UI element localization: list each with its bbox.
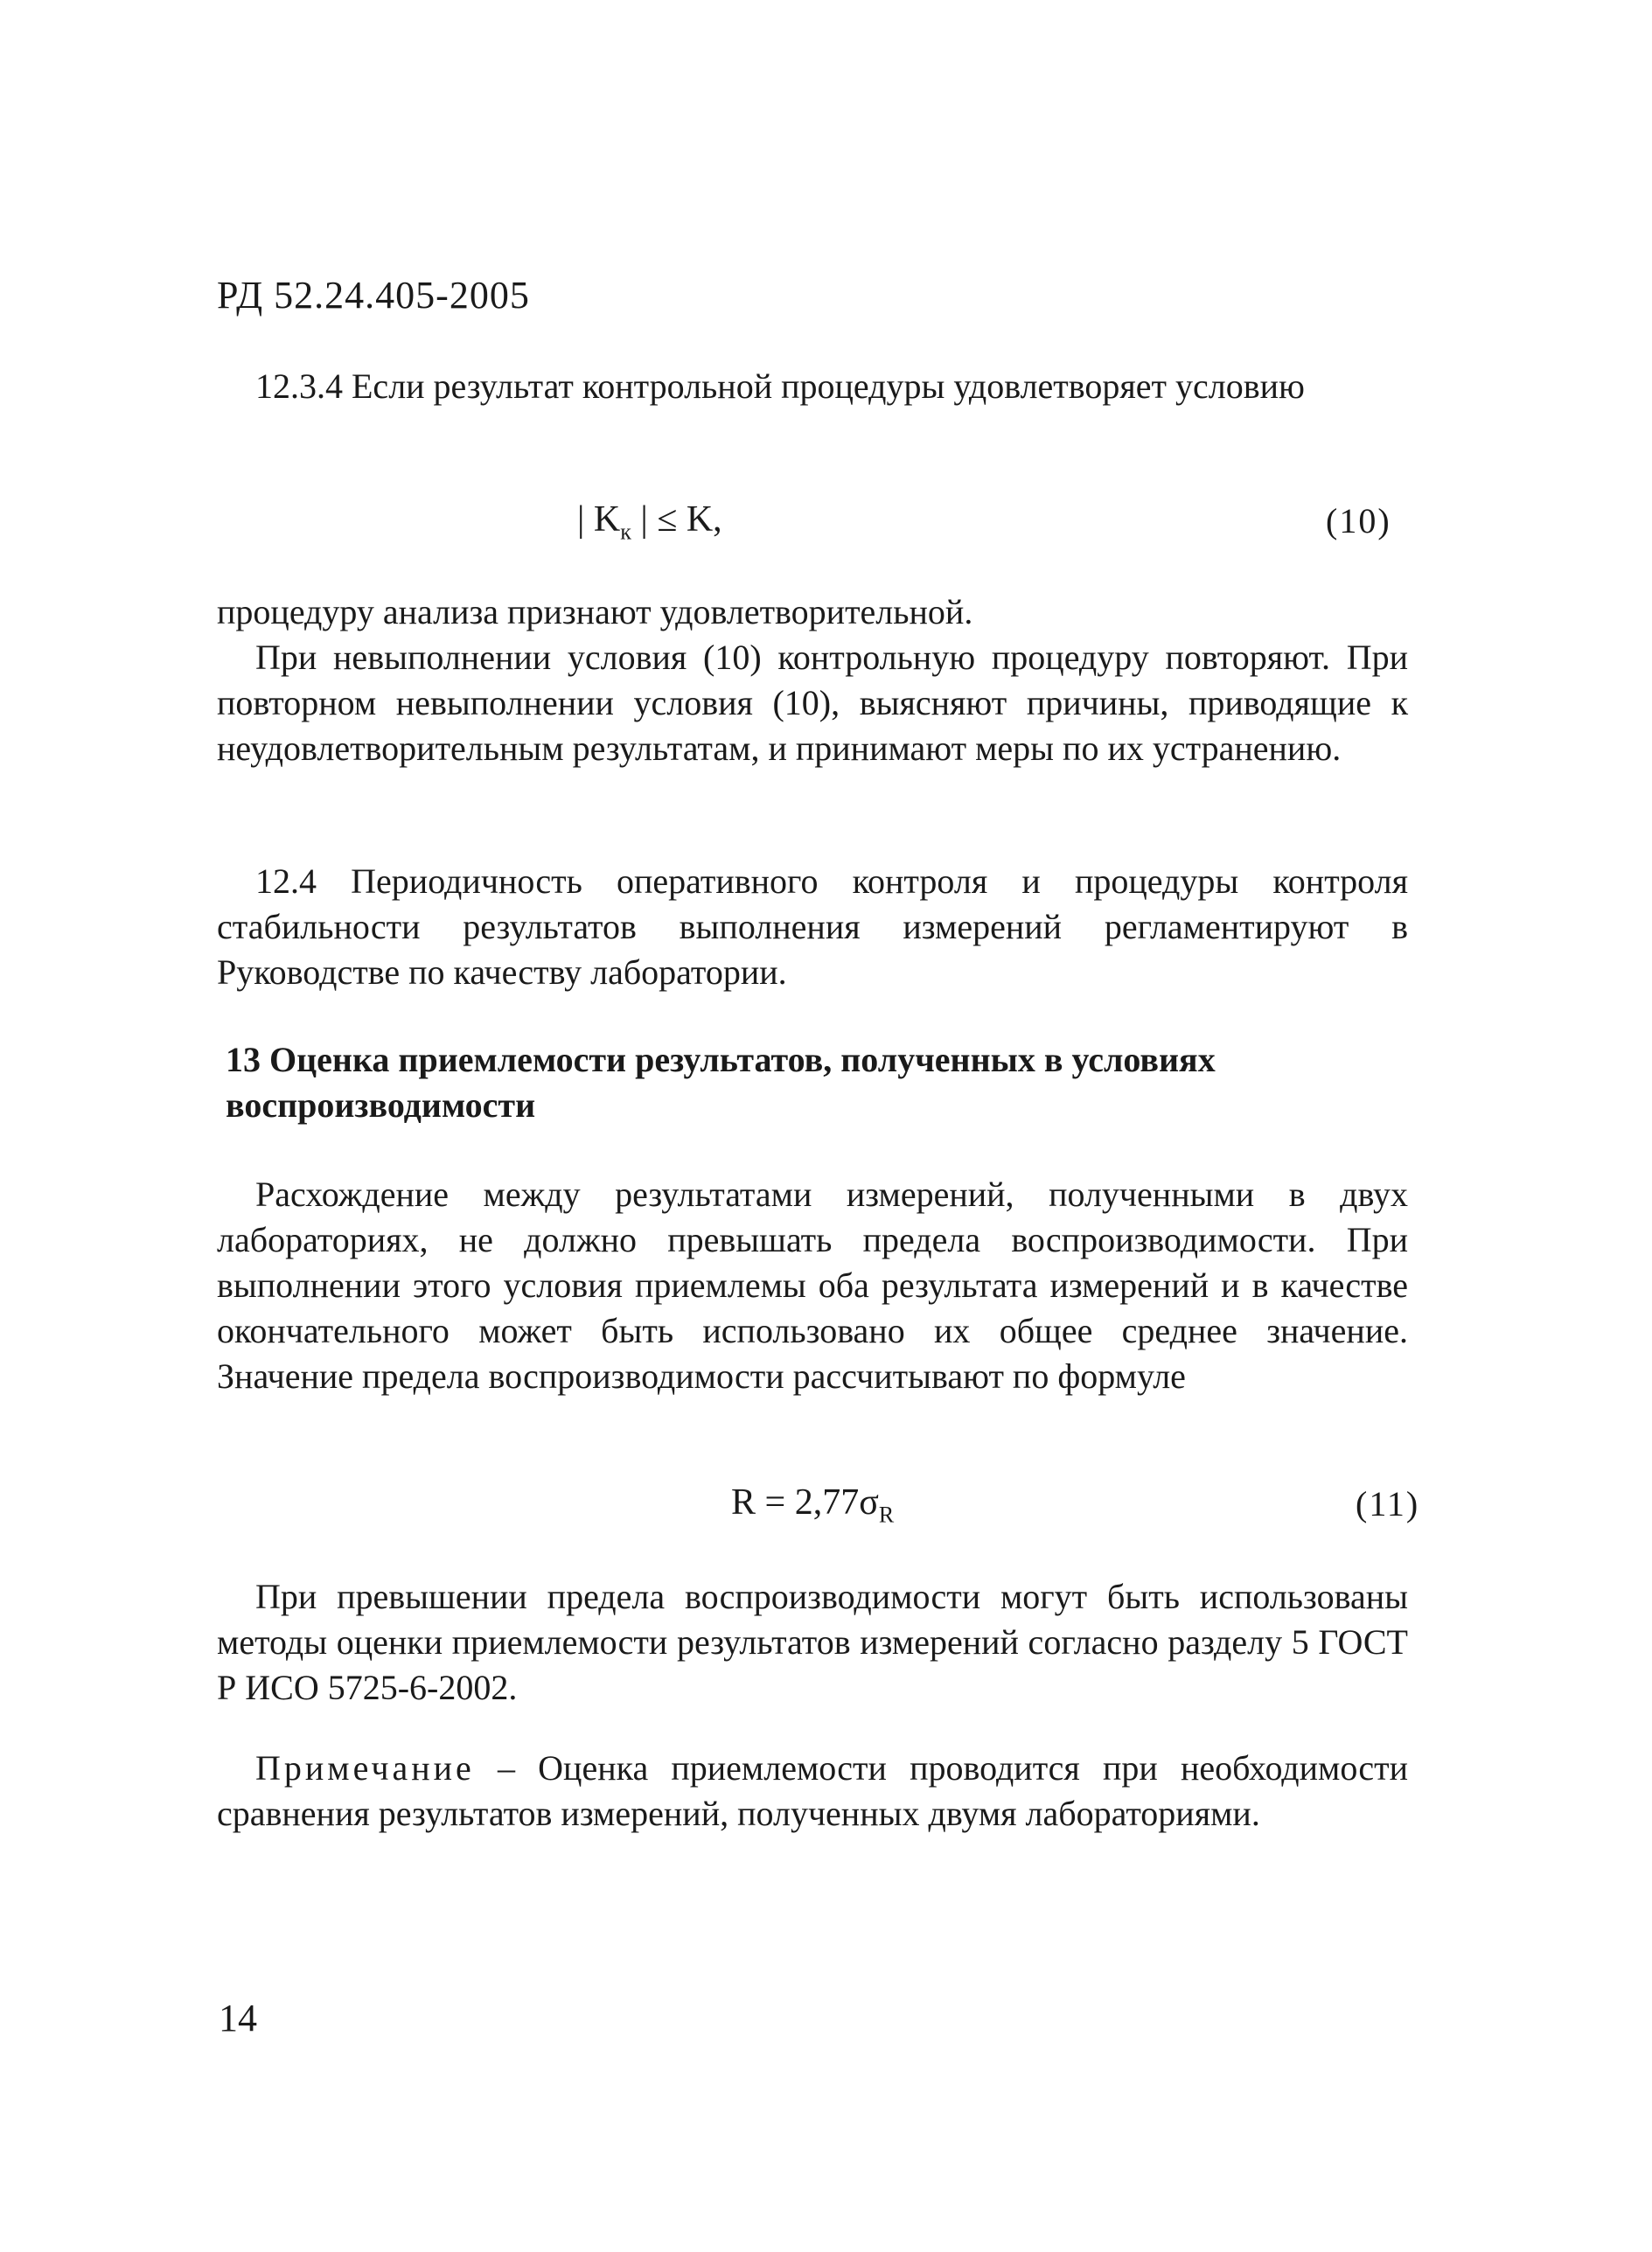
section-13-exceed-text: При превышении предела воспроизводимости могут быть использованы методы оценки приемлемости результатов измерений согласно разделу 5 ГОСТ Р ИСО 5725-6-2002. bbox=[217, 1577, 1408, 1707]
clause-12-3-4-conclusion: процедуру анализа признают удовлетворительной. bbox=[217, 592, 973, 631]
formula-11-subscript: R bbox=[878, 1502, 895, 1528]
document-code-header: РД 52.24.405-2005 bbox=[217, 274, 530, 317]
section-13-note bbox=[217, 1746, 1408, 1837]
equation-number-10: (10) bbox=[1326, 501, 1391, 540]
clause-12-3-4-lead-text: 12.3.4 Если результат контрольной процедуры удовлетворяет условию bbox=[255, 366, 1305, 406]
section-13-body bbox=[217, 1172, 1408, 1399]
page-number: 14 bbox=[219, 1997, 257, 2039]
formula-10-right: | ≤ K, bbox=[631, 499, 722, 540]
formula-10 bbox=[577, 499, 722, 545]
note-label: Примечание bbox=[255, 1748, 475, 1788]
formula-11-left: R = 2,77σ bbox=[731, 1482, 879, 1523]
formula-10-left: | K bbox=[577, 499, 621, 540]
clause-12-3-4-repeat bbox=[217, 635, 1408, 771]
clause-12-4 bbox=[217, 859, 1408, 995]
formula-10-subscript: к bbox=[620, 519, 631, 545]
section-13-heading: 13 Оценка приемлемости результатов, полученных в условиях воспроизводимости bbox=[226, 1040, 1216, 1125]
section-13-exceed bbox=[217, 1574, 1408, 1711]
section-13-body-text: Расхождение между результатами измерений, полученными в двух лабораториях, не должно превышать предела воспроизводимости. При выполнении этого условия приемлемы оба результата измерений и в качестве окончательного может быть использовано их общее среднее значение. Значение предела воспроизводимости рассчитывают по формуле bbox=[217, 1175, 1408, 1396]
note-text: – Оценка приемлемости проводится при необходимости сравнения результатов измерений, полученных двумя лабораториями. bbox=[217, 1748, 1408, 1833]
equation-number-11: (11) bbox=[1356, 1484, 1420, 1523]
formula-11 bbox=[731, 1482, 894, 1528]
clause-12-4-text: 12.4 Периодичность оперативного контроля и процедуры контроля стабильности результатов выполнения измерений регламентируют в Руководстве по качеству лаборатории. bbox=[217, 861, 1408, 992]
clause-12-3-4-lead bbox=[217, 364, 1408, 409]
clause-12-3-4-repeat-text: При невыполнении условия (10) контрольную процедуру повторяют. При повторном невыполнении условия (10), выясняют причины, приводящие к неудовлетворительным результатам, и принимают меры по их устранению. bbox=[217, 638, 1408, 768]
